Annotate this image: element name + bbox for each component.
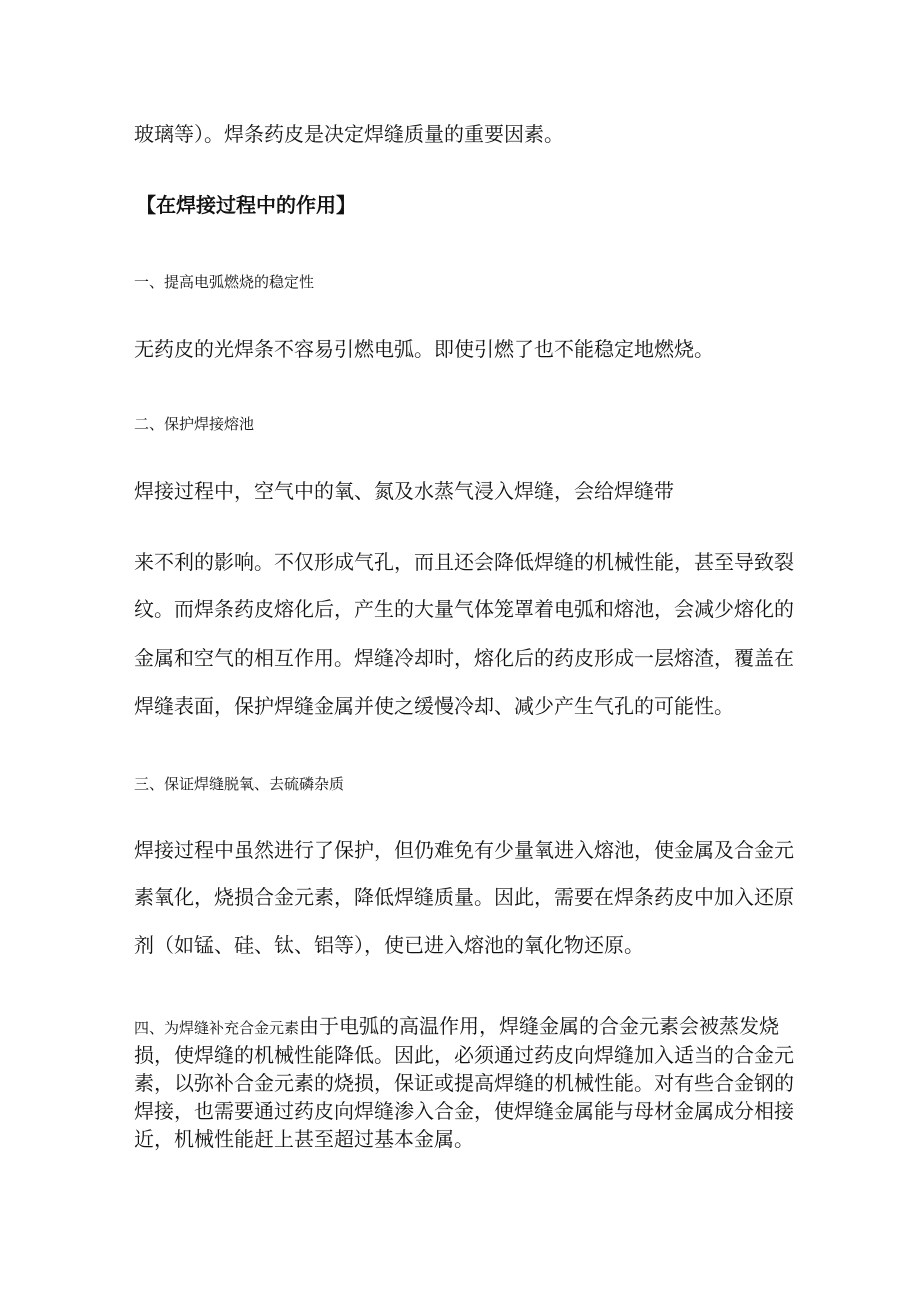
- section-title-3: 三、保证焊缝脱氧、去硫磷杂质: [134, 775, 345, 793]
- section-3-line-1: 焊接过程中虽然进行了保护，但仍难免有少量氧进入熔池，使金属及合金元: [134, 838, 794, 862]
- section-4-line-1: [134, 1014, 779, 1040]
- section-title-2: 二、保护焊接熔池: [134, 415, 255, 433]
- section-2-line-2: 来不利的影响。不仅形成气孔，而且还会降低焊缝的机械性能，甚至导致裂: [134, 550, 794, 574]
- section-4-line-3: 素，以弥补合金元素的烧损，保证或提高焊缝的机械性能。对有些合金钢的: [134, 1071, 794, 1095]
- section-4-line-5: 近，机械性能赶上甚至超过基本金属。: [134, 1127, 474, 1151]
- section-heading: 【在焊接过程中的作用】: [136, 193, 356, 217]
- section-2-line-4: 金属和空气的相互作用。焊缝冷却时，熔化后的药皮形成一层熔渣，覆盖在: [134, 646, 794, 670]
- section-title-4: 四、为焊缝补充合金元素: [134, 1019, 300, 1037]
- section-2-line-5: 焊缝表面，保护焊缝金属并使之缓慢冷却、减少产生气孔的可能性。: [134, 694, 734, 718]
- section-3-line-2: 素氧化，烧损合金元素，降低焊缝质量。因此，需要在焊条药皮中加入还原: [134, 885, 794, 909]
- section-title-1: 一、提高电弧燃烧的稳定性: [134, 273, 315, 291]
- section-4-line-2: 损，使焊缝的机械性能降低。因此，必须通过药皮向焊缝加入适当的合金元: [134, 1043, 794, 1067]
- section-2-line-3: 纹。而焊条药皮熔化后，产生的大量气体笼罩着电弧和熔池，会减少熔化的: [134, 597, 794, 621]
- section-4-line-4: 焊接，也需要通过药皮向焊缝渗入合金，使焊缝金属能与母材金属成分相接: [134, 1099, 794, 1123]
- section-1-line-1: 无药皮的光焊条不容易引燃电弧。即使引燃了也不能稳定地燃烧。: [134, 337, 714, 361]
- section-2-line-1: 焊接过程中，空气中的氧、氮及水蒸气浸入焊缝，会给焊缝带: [134, 479, 674, 503]
- section-3-line-3: 剂（如锰、硅、钛、铝等），使已进入熔池的氧化物还原。: [134, 933, 644, 957]
- section-4-line-1-text: 由于电弧的高温作用，焊缝金属的合金元素会被蒸发烧: [299, 1014, 780, 1038]
- intro-line: 玻璃等）。焊条药皮是决定焊缝质量的重要因素。: [134, 122, 564, 146]
